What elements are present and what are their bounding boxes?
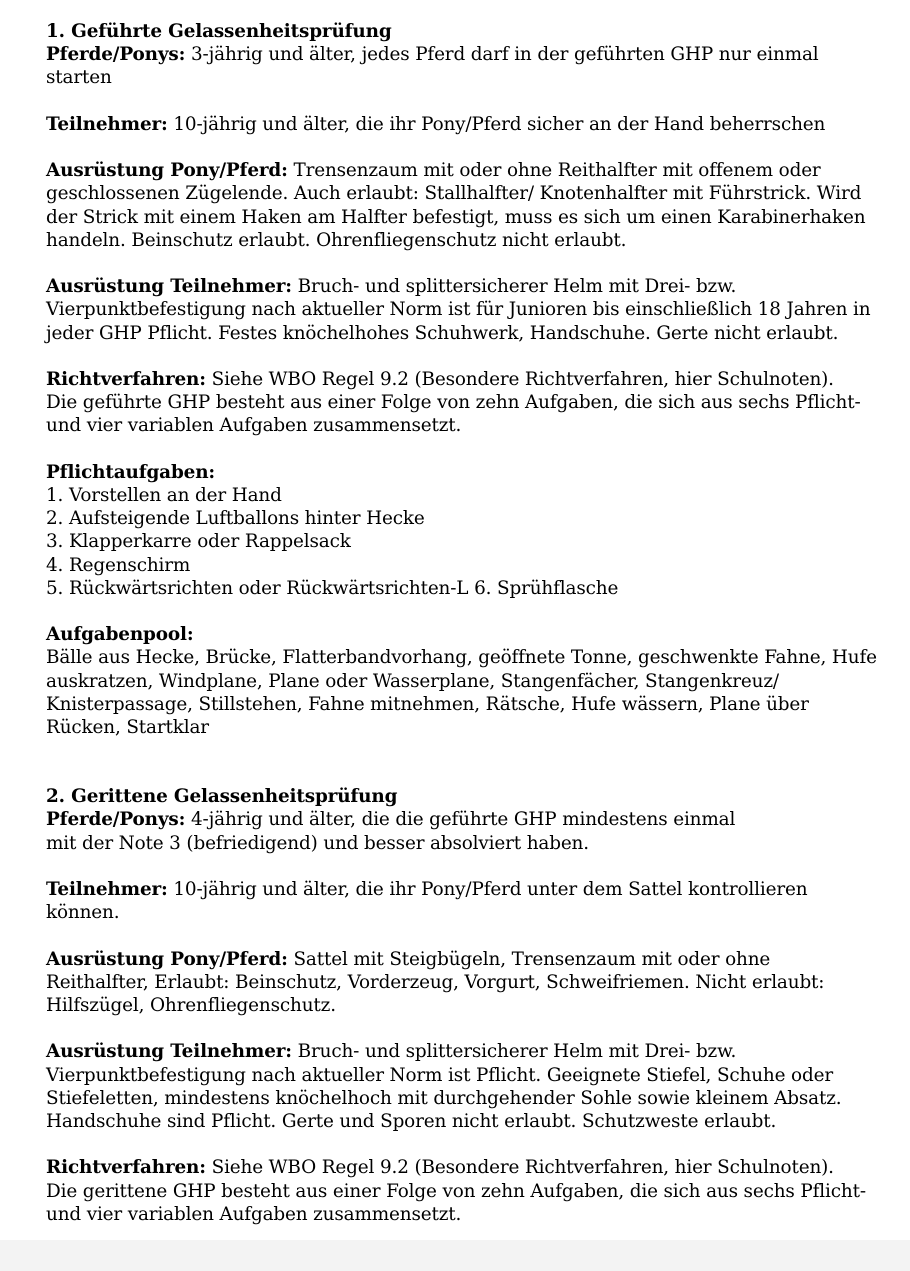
- s1-judging-text-1: Siehe WBO Regel 9.2 (Besondere Richtverfahren, hier Schulnoten).: [205, 368, 834, 390]
- mandatory-task-list: [46, 484, 856, 600]
- s2-judging-line-1: [46, 1156, 856, 1179]
- s2-judging-text-1: Siehe WBO Regel 9.2 (Besondere Richtverfahren, hier Schulnoten).: [205, 1157, 834, 1179]
- s2-equip-horse-line-1: [46, 948, 856, 971]
- s1-equip-horse-label: Ausrüstung Pony/Pferd:: [46, 160, 288, 182]
- s1-judging: [46, 368, 861, 438]
- s2-equip-rider-label: Ausrüstung Teilnehmer:: [46, 1041, 292, 1063]
- list-item: 4. Regenschirm: [46, 554, 191, 576]
- s2-equip-rider-text-1: Bruch- und splittersicherer Helm mit Drei- bzw.: [291, 1041, 737, 1063]
- s1-judging-line-2: Die geführte GHP besteht aus einer Folge von zehn Aufgaben, die sich aus sechs Pflicht-: [46, 392, 861, 414]
- s1-participants-line-1: [46, 113, 856, 136]
- s1-equip-rider-label: Ausrüstung Teilnehmer:: [46, 276, 292, 298]
- s1-horses-line-1: [46, 43, 856, 66]
- list-item: 3. Klapperkarre oder Rappelsack: [46, 531, 351, 553]
- list-item: 2. Aufsteigende Luftballons hinter Hecke: [46, 508, 425, 530]
- s1-horses-text-1: 3-jährig und älter, jedes Pferd darf in der geführten GHP nur einmal: [185, 44, 819, 66]
- s1-judging-line-1: [46, 368, 856, 391]
- s2-participants-label: Teilnehmer:: [46, 879, 168, 900]
- section-2: [46, 785, 856, 855]
- section-2-title: 2. Gerittene Gelassenheitsprüfung: [46, 786, 398, 808]
- s2-equip-rider-line-1: [46, 1040, 856, 1063]
- s2-equip-rider-line-3: Stiefeletten, mindestens knöchelhoch mit durchgehender Sohle sowie kleinem Absatz.: [46, 1087, 842, 1109]
- s2-judging-line-3: und vier variablen Aufgaben zusammensetzt.: [46, 1203, 462, 1225]
- s2-horses-line-1: [46, 808, 856, 831]
- s1-equip-rider-line-2: Vierpunktbefestigung nach aktueller Norm ist für Junioren bis einschließlich 18 Jahren in: [46, 299, 871, 321]
- s2-equip-rider-line-4: Handschuhe sind Pflicht. Gerte und Sporen nicht erlaubt. Schutzweste erlaubt.: [46, 1111, 777, 1132]
- s1-pool-line-3: Knisterpassage, Stillstehen, Fahne mitnehmen, Rätsche, Hufe wässern, Plane über: [46, 693, 809, 715]
- s2-judging-label: Richtverfahren:: [46, 1157, 206, 1179]
- s1-equip-rider-text-1: Bruch- und splittersicherer Helm mit Drei- bzw.: [291, 276, 737, 298]
- s2-equip-horse-line-2: Reithalfter, Erlaubt: Beinschutz, Vorderzeug, Vorgurt, Schweifriemen. Nicht erlaubt:: [46, 971, 825, 993]
- s1-equip-horse-line-4: handeln. Beinschutz erlaubt. Ohrenfliegenschutz nicht erlaubt.: [46, 229, 627, 251]
- s1-equip-horse-line-2: geschlossenen Zügelende. Auch erlaubt: Stallhalfter/ Knotenhalfter mit Führstrick. Wird: [46, 183, 862, 205]
- s2-participants-line-2: können.: [46, 902, 120, 924]
- s1-participants-text-1: 10-jährig und älter, die ihr Pony/Pferd sicher an der Hand beherrschen: [167, 113, 826, 135]
- s1-pool-line-1: Bälle aus Hecke, Brücke, Flatterbandvorhang, geöffnete Tonne, geschwenkte Fahne, Hufe: [46, 647, 877, 669]
- s2-equip-rider-line-2: Vierpunktbefestigung nach aktueller Norm ist Pflicht. Geeignete Stiefel, Schuhe oder: [46, 1064, 833, 1086]
- s2-equip-horse-label: Ausrüstung Pony/Pferd:: [46, 948, 288, 970]
- s2-judging-line-2: Die gerittene GHP besteht aus einer Folge von zehn Aufgaben, die sich aus sechs Pflicht-: [46, 1180, 866, 1202]
- list-item: 1. Vorstellen an der Hand: [46, 484, 282, 506]
- section-spacer: [46, 739, 856, 785]
- s1-equip-horse-line-3: der Strick mit einem Haken am Halfter befestigt, muss es sich um einen Karabinerhaken: [46, 206, 866, 228]
- page-bottom-edge: [0, 1240, 910, 1271]
- list-item: 5. Rückwärtsrichten oder Rückwärtsrichten-L 6. Sprühflasche: [46, 577, 619, 599]
- s1-pool-line-2: auskratzen, Windplane, Plane oder Wasserplane, Stangenfächer, Stangenkreuz/: [46, 670, 779, 692]
- s1-mandatory-label: Pflichtaufgaben:: [46, 461, 216, 483]
- s1-equip-rider-line-1: [46, 275, 856, 298]
- s1-pool-label: Aufgabenpool:: [46, 624, 194, 646]
- s1-pool-line-4: Rücken, Startklar: [46, 717, 209, 738]
- section-1: [46, 20, 856, 90]
- document-page: [46, 20, 877, 1226]
- s2-participants-line-1: [46, 878, 856, 901]
- s1-equip-horse-text-1: Trensenzaum mit oder ohne Reithalfter mit offenem oder: [287, 160, 821, 182]
- s1-judging-line-3: und vier variablen Aufgaben zusammensetzt.: [46, 415, 462, 437]
- s2-judging: [46, 1156, 866, 1226]
- section-1-title: 1. Geführte Gelassenheitsprüfung: [46, 21, 392, 42]
- s1-participants-label: Teilnehmer:: [46, 113, 168, 135]
- s1-equip-rider-line-3: jeder GHP Pflicht. Festes knöchelhohes Schuhwerk, Handschuhe. Gerte nicht erlaubt.: [46, 322, 839, 344]
- s2-horses-text-1: 4-jährig und älter, die die geführte GHP mindestens einmal: [185, 809, 736, 831]
- s2-participants: [46, 878, 856, 924]
- s1-equip-horse: [46, 159, 866, 252]
- s1-participants: [46, 113, 856, 136]
- s2-equip-horse-line-3: Hilfszügel, Ohrenfliegenschutz.: [46, 995, 336, 1016]
- s2-participants-text-1: 10-jährig und älter, die ihr Pony/Pferd unter dem Sattel kontrollieren: [167, 879, 808, 900]
- s1-horses-label: Pferde/Ponys:: [46, 44, 186, 66]
- s2-equip-horse-text-1: Sattel mit Steigbügeln, Trensenzaum mit oder ohne: [287, 948, 771, 970]
- s1-equip-horse-line-1: [46, 159, 856, 182]
- s1-judging-label: Richtverfahren:: [46, 368, 206, 390]
- s1-equip-rider: [46, 275, 871, 345]
- s1-task-pool: [46, 623, 877, 739]
- s2-horses-line-2: mit der Note 3 (befriedigend) und besser absolviert haben.: [46, 832, 589, 854]
- s1-mandatory-tasks: [46, 461, 856, 600]
- s2-horses-label: Pferde/Ponys:: [46, 809, 186, 831]
- s2-equip-horse: [46, 948, 856, 1018]
- s1-horses-line-2: starten: [46, 67, 112, 89]
- s2-equip-rider: [46, 1040, 856, 1133]
